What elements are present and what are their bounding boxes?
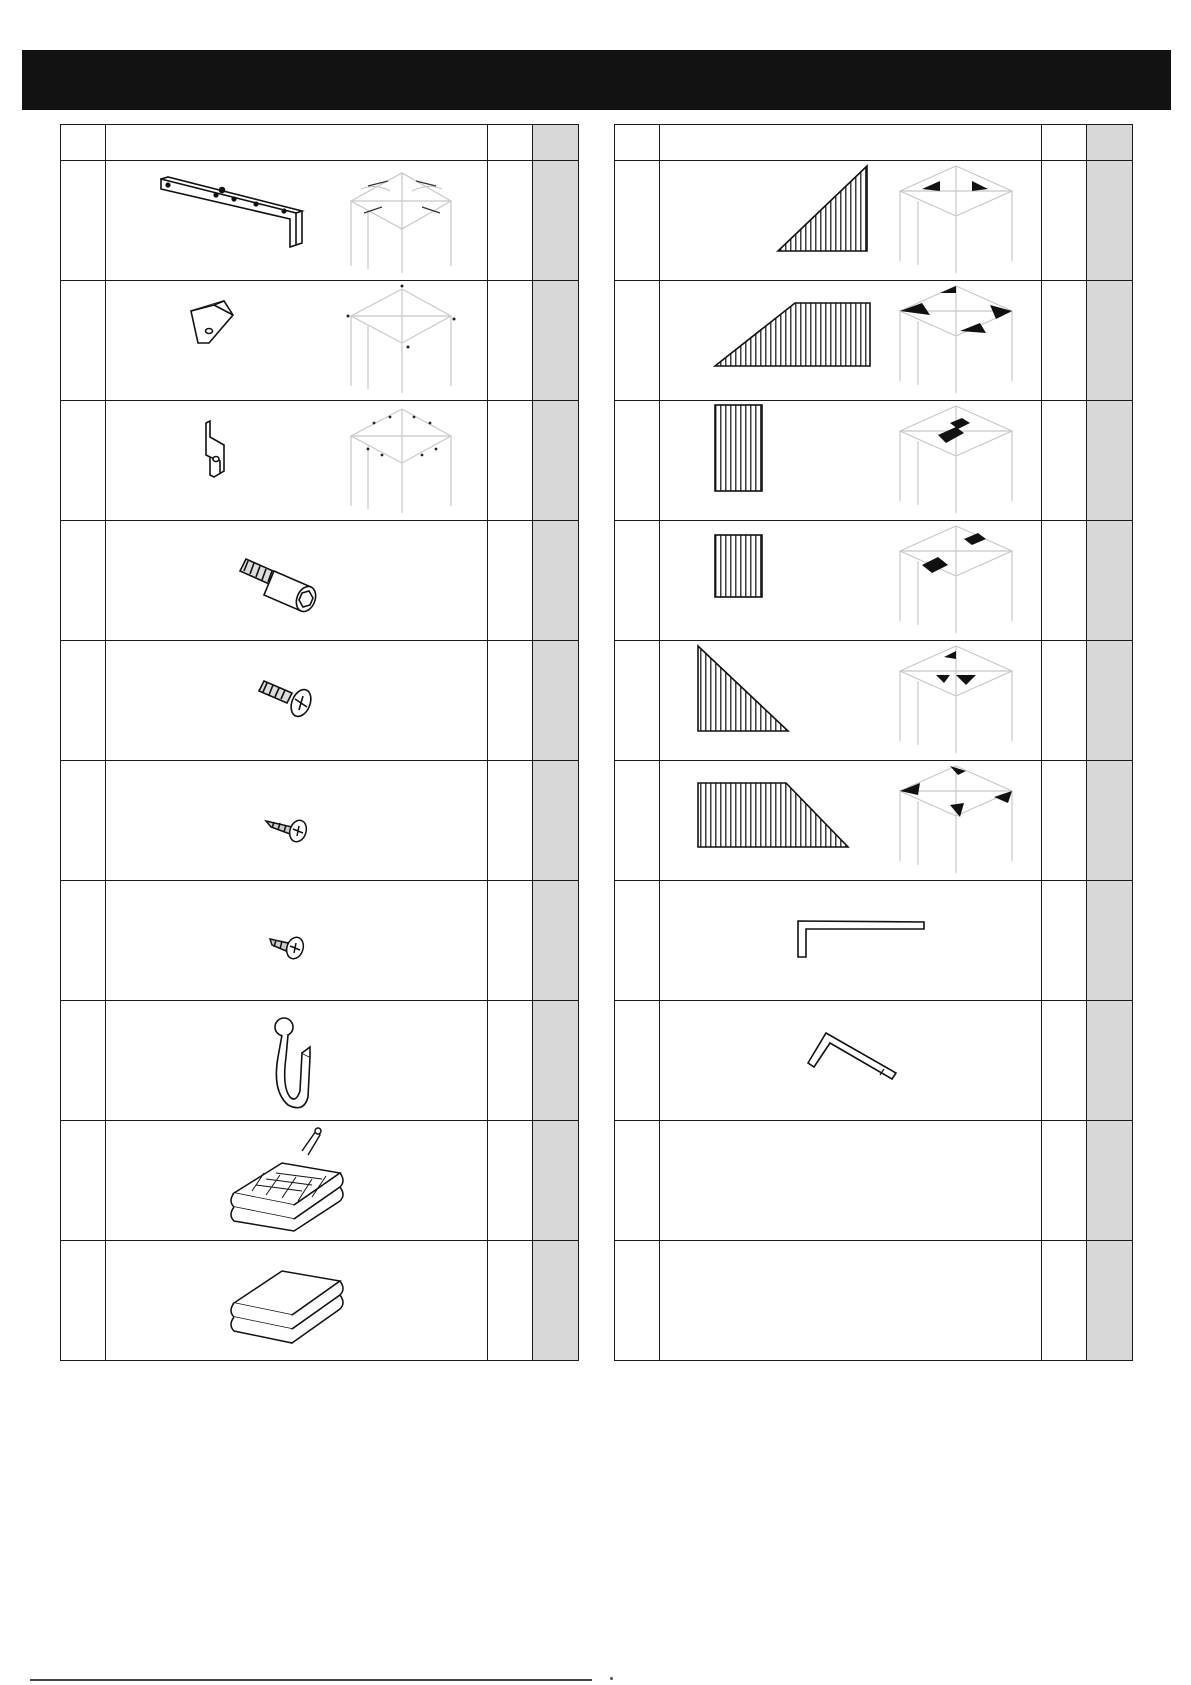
description-cell — [106, 1121, 488, 1241]
description-cell — [660, 1001, 1042, 1121]
header-qty — [488, 125, 533, 161]
check-cell[interactable] — [533, 161, 579, 281]
description-cell — [660, 521, 1042, 641]
part-cell — [615, 1121, 660, 1241]
rectangle-panel-long-drawing — [715, 405, 762, 491]
part-cell — [61, 521, 106, 641]
table-row — [615, 1241, 1133, 1361]
table-header-row — [61, 125, 579, 161]
parts-table-left — [60, 124, 579, 1361]
table-row — [615, 1001, 1133, 1121]
part-cell — [615, 1001, 660, 1121]
description-cell — [106, 161, 488, 281]
gazebo-locator-icon — [351, 289, 451, 393]
description-cell — [106, 281, 488, 401]
table-row — [61, 1001, 579, 1121]
qty-cell — [488, 281, 533, 401]
trapezoid-panel-left-drawing — [698, 783, 848, 847]
check-cell[interactable] — [533, 881, 579, 1001]
table-row — [615, 161, 1133, 281]
qty-cell — [1042, 281, 1087, 401]
table-row — [615, 761, 1133, 881]
check-cell[interactable] — [533, 1001, 579, 1121]
check-cell[interactable] — [1087, 881, 1133, 1001]
check-cell[interactable] — [1087, 761, 1133, 881]
gazebo-locator-icon — [900, 646, 1012, 753]
triangle-panel-left-drawing — [698, 646, 788, 731]
description-cell — [660, 881, 1042, 1001]
qty-cell — [488, 161, 533, 281]
part-cell — [61, 161, 106, 281]
qty-cell — [488, 1121, 533, 1241]
table-row — [61, 881, 579, 1001]
table-row — [615, 881, 1133, 1001]
trapezoid-panel-drawing — [715, 303, 870, 366]
qty-cell — [1042, 1241, 1087, 1361]
qty-cell — [1042, 161, 1087, 281]
gazebo-locator-icon — [351, 173, 451, 273]
l-clip-bracket-drawing — [206, 421, 224, 477]
description-cell — [660, 401, 1042, 521]
part-cell — [615, 641, 660, 761]
description-cell — [106, 1001, 488, 1121]
gazebo-locator-icon — [351, 409, 451, 513]
description-cell — [660, 1241, 1042, 1361]
description-cell — [106, 1241, 488, 1361]
qty-cell — [488, 761, 533, 881]
check-cell[interactable] — [533, 761, 579, 881]
header-description — [106, 125, 488, 161]
description-cell — [660, 1121, 1042, 1241]
qty-cell — [1042, 641, 1087, 761]
roof-beam-bracket-drawing — [161, 177, 302, 247]
table-row — [615, 641, 1133, 761]
qty-cell — [1042, 401, 1087, 521]
qty-cell — [488, 881, 533, 1001]
parts-table-right — [614, 124, 1133, 1361]
part-cell — [615, 1241, 660, 1361]
qty-cell — [1042, 1001, 1087, 1121]
qty-cell — [488, 1241, 533, 1361]
description-cell — [106, 641, 488, 761]
allen-wrench-large-drawing — [798, 921, 924, 957]
description-cell — [106, 761, 488, 881]
check-cell[interactable] — [1087, 1241, 1133, 1361]
header-part — [61, 125, 106, 161]
table-row — [615, 281, 1133, 401]
check-cell[interactable] — [533, 521, 579, 641]
header-part — [615, 125, 660, 161]
check-cell[interactable] — [1087, 281, 1133, 401]
check-cell[interactable] — [1087, 641, 1133, 761]
table-row — [61, 281, 579, 401]
phillips-flat-head-bolt-drawing — [259, 681, 315, 719]
description-cell — [106, 521, 488, 641]
table-row — [61, 641, 579, 761]
part-cell — [61, 1241, 106, 1361]
header-description — [660, 125, 1042, 161]
check-cell[interactable] — [533, 281, 579, 401]
check-cell[interactable] — [1087, 1121, 1133, 1241]
part-cell — [61, 761, 106, 881]
description-cell — [660, 641, 1042, 761]
part-cell — [61, 401, 106, 521]
rectangle-panel-short-drawing — [715, 535, 762, 597]
check-cell[interactable] — [533, 641, 579, 761]
part-cell — [61, 641, 106, 761]
allen-wrench-small-drawing — [808, 1033, 896, 1079]
gazebo-locator-icon — [900, 766, 1012, 873]
pentagon-connector-drawing — [191, 301, 233, 343]
check-cell[interactable] — [1087, 521, 1133, 641]
table-row — [615, 521, 1133, 641]
part-cell — [61, 1001, 106, 1121]
table-row — [61, 521, 579, 641]
check-cell[interactable] — [533, 1121, 579, 1241]
table-row — [615, 401, 1133, 521]
check-cell[interactable] — [1087, 401, 1133, 521]
qty-cell — [488, 401, 533, 521]
phillips-pan-head-screw-long-drawing — [266, 818, 309, 844]
check-cell[interactable] — [1087, 1001, 1133, 1121]
header-qty — [1042, 125, 1087, 161]
header-check — [533, 125, 579, 161]
check-cell[interactable] — [1087, 161, 1133, 281]
hex-socket-bolt-drawing — [240, 559, 319, 614]
part-cell — [61, 281, 106, 401]
table-row — [61, 161, 579, 281]
table-row — [61, 761, 579, 881]
gazebo-locator-icon — [900, 406, 1012, 513]
description-cell — [106, 401, 488, 521]
description-cell — [660, 161, 1042, 281]
table-row — [61, 401, 579, 521]
part-cell — [615, 881, 660, 1001]
folded-curtain-drawing — [231, 1271, 343, 1343]
part-cell — [615, 401, 660, 521]
phillips-pan-head-screw-short-drawing — [270, 935, 306, 961]
folded-mosquito-net-drawing — [231, 1128, 343, 1231]
part-cell — [615, 761, 660, 881]
gazebo-locator-icon — [900, 526, 1012, 633]
qty-cell — [1042, 521, 1087, 641]
qty-cell — [1042, 1121, 1087, 1241]
gazebo-locator-icon — [900, 286, 1012, 393]
header-check — [1087, 125, 1133, 161]
table-row — [61, 1121, 579, 1241]
qty-cell — [488, 1001, 533, 1121]
header-bar — [22, 50, 1171, 110]
qty-cell — [488, 521, 533, 641]
part-cell — [61, 881, 106, 1001]
description-cell — [106, 881, 488, 1001]
gazebo-locator-icon — [900, 166, 1012, 273]
qty-cell — [488, 641, 533, 761]
check-cell[interactable] — [533, 1241, 579, 1361]
qty-cell — [1042, 761, 1087, 881]
footer-mark — [610, 1677, 613, 1680]
part-cell — [615, 521, 660, 641]
table-header-row — [615, 125, 1133, 161]
table-row — [61, 1241, 579, 1361]
hook-clip-drawing — [275, 1018, 310, 1108]
triangle-panel-drawing — [778, 166, 867, 251]
footer-rule — [30, 1679, 592, 1681]
part-cell — [615, 281, 660, 401]
check-cell[interactable] — [533, 401, 579, 521]
qty-cell — [1042, 881, 1087, 1001]
part-cell — [615, 161, 660, 281]
part-cell — [61, 1121, 106, 1241]
description-cell — [660, 761, 1042, 881]
description-cell — [660, 281, 1042, 401]
table-row — [615, 1121, 1133, 1241]
